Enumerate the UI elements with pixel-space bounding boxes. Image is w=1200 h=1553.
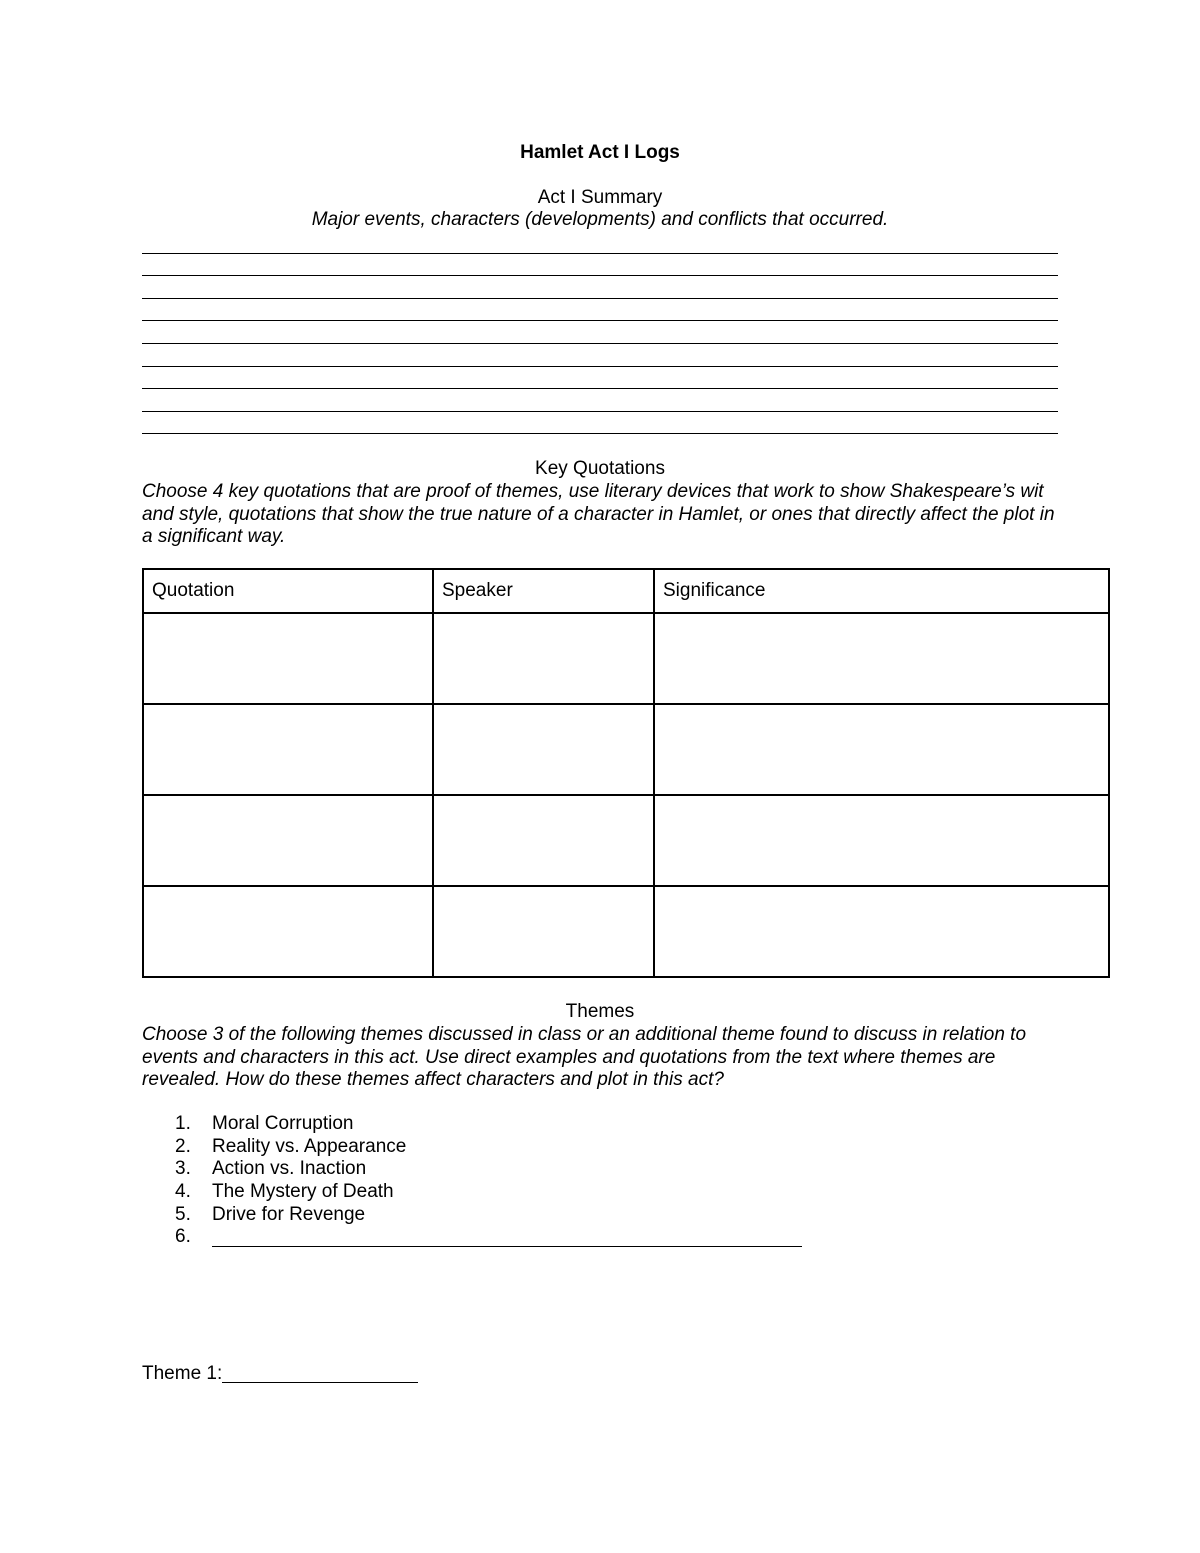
column-header-quotation: Quotation [143,569,433,613]
writing-line[interactable] [142,343,1058,344]
quotation-cell[interactable] [143,613,433,704]
list-number: 4. [175,1181,191,1203]
column-header-speaker: Speaker [433,569,654,613]
significance-cell[interactable] [654,704,1109,795]
theme-label: Action vs. Inaction [212,1158,367,1180]
quotation-cell[interactable] [143,704,433,795]
list-number: 2. [175,1135,191,1157]
list-number: 5. [175,1203,191,1225]
quotations-instruction: Choose 4 key quotations that are proof of themes, use literary devices that work to show Shakespeare’s wit and style, quotations that show the true nature of a character in Hamlet, or ones that directly affect the plot in a significant way. [142,481,1055,547]
list-number: 1. [175,1113,191,1134]
list-item [142,1226,802,1249]
writing-line[interactable] [142,275,1058,276]
list-item [142,1181,802,1204]
list-item [142,1204,802,1227]
list-item [142,1158,802,1181]
speaker-cell[interactable] [433,795,654,886]
list-number: 6. [175,1226,191,1248]
speaker-cell[interactable] [433,886,654,977]
quotations-heading: Key Quotations [535,458,665,479]
writing-line[interactable] [142,253,1058,254]
table-row [143,613,1109,704]
additional-theme-blank[interactable] [212,1226,802,1247]
column-header-significance: Significance [654,569,1109,613]
list-item [142,1113,802,1136]
table-row [143,795,1109,886]
speaker-cell[interactable] [433,704,654,795]
significance-cell[interactable] [654,886,1109,977]
significance-cell[interactable] [654,795,1109,886]
summary-instruction: Major events, characters (developments) and conflicts that occurred. [311,209,889,230]
list-item [142,1136,802,1159]
theme-label: The Mystery of Death [212,1181,394,1203]
quotation-cell[interactable] [143,795,433,886]
speaker-cell[interactable] [433,613,654,704]
writing-line[interactable] [142,433,1058,434]
table-header-row [143,569,1109,613]
themes-heading: Themes [565,1001,635,1022]
table-row [143,704,1109,795]
theme1-label: Theme 1: [142,1363,223,1384]
theme-label: Drive for Revenge [212,1203,366,1225]
themes-list [142,1113,802,1249]
theme-label: Moral Corruption [212,1113,354,1134]
page-title: Hamlet Act I Logs [520,142,680,163]
writing-line[interactable] [142,298,1058,299]
table-row [143,886,1109,977]
writing-line[interactable] [142,366,1058,367]
theme-label: Reality vs. Appearance [212,1135,407,1157]
quotations-table [142,568,1110,978]
theme1-blank[interactable] [222,1362,418,1383]
writing-line[interactable] [142,411,1058,412]
quotation-cell[interactable] [143,886,433,977]
themes-instruction: Choose 3 of the following themes discussed in class or an additional theme found to discuss in relation to events and characters in this act. Use direct examples and quotations from the text where themes are revealed. How do these themes affect characters and plot in this act? [142,1024,1027,1090]
significance-cell[interactable] [654,613,1109,704]
writing-line[interactable] [142,320,1058,321]
writing-line[interactable] [142,388,1058,389]
summary-heading: Act I Summary [537,187,663,208]
theme1-field [142,1362,418,1385]
list-number: 3. [175,1158,191,1180]
